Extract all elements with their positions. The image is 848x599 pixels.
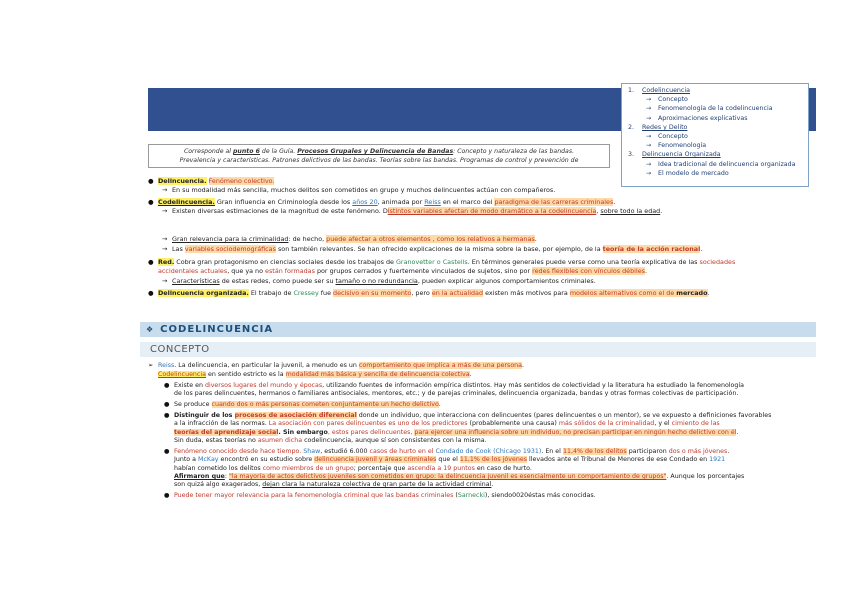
list-item: ● Se produce cuando dos o más personas cometen conjuntamente un hecho delictivo.	[164, 401, 441, 408]
subsection-header-concepto: CONCEPTO	[140, 342, 816, 357]
arrow-icon: →	[162, 186, 168, 194]
list-item: ● Distinguir de los procesos de asociación diferencial donde un individuo, que interacciona con delincuentes (pares delincuentes o un mentor), se ve expuesto a definiciones favorables	[164, 412, 772, 419]
arrow-icon: →	[646, 105, 652, 113]
list-item-continuation: de los pares delincuentes, hermanos o familiares antisociales, mentores, etc.; y de parejas criminales, delincuencia organizada, bandas y otras formas colectivas de participación.	[174, 390, 739, 397]
toc-subitem[interactable]: → El modelo de mercado	[646, 169, 729, 177]
toc-subitem[interactable]: → Concepto	[646, 96, 688, 104]
paragraph: ➢ Reiss. La delincuencia, en particular la juvenil, a menudo es un comportamiento que implica a más de una persona.	[148, 362, 525, 369]
toc-item[interactable]: 2. Redes y Delito	[628, 123, 688, 131]
toc-item[interactable]: 1. Codelincuencia	[628, 87, 690, 94]
list-subitem: → Las variables sociodemográficas son también relevantes. Se han ofrecido explicaciones de la misma sobre la base, por ejemplo, de la teoría de la acción racional.	[162, 245, 703, 253]
section-header-codelincuencia: ❖ CODELINCUENCIA	[140, 322, 816, 337]
toc-subitem[interactable]: → Concepto	[646, 133, 688, 141]
list-item: ● Fenómeno conocido desde hace tiempo. Shaw, estudió 6.000 casos de hurto en el Condado de Cook (Chicago 1931). En el 11,4% de los delitos participaron dos o más jóvenes.	[164, 448, 730, 455]
list-subitem: → Características de estas redes, como puede ser su tamaño o no redundancia, pueden explicar algunos comportamientos criminales.	[162, 277, 596, 285]
arrow-icon: →	[162, 245, 168, 253]
intro-line-1: Corresponde al punto 6 de la Guía. Procesos Grupales y Delincuencia de Bandas: Concepto y naturaleza de las bandas.	[183, 148, 575, 155]
list-item: ● Existe en diversos lugares del mundo y épocas, utilizando fuentes de información empírica distintos. Hay más sentidos de colectividad y la literatura ha estudiado la fenomenología	[164, 382, 745, 389]
arrow-icon: →	[646, 133, 652, 141]
bullet-icon: ●	[164, 492, 170, 499]
bullet-icon: ●	[148, 258, 154, 266]
list-item-continuation: habían cometido los delitos como miembros de un grupo; porcentaje que ascendía a 19 puntos en caso de hurto.	[174, 465, 532, 472]
list-item: ● Delincuencia organizada. El trabajo de Cressey fue decisivo en su momento, pero en la actualidad existen más motivos para modelos alternativos como el de mercado.	[148, 289, 710, 297]
list-item: ● Puede tener mayor relevancia para la fenomenología criminal que las bandas criminales (Sarnecki), siendo0020éstas más conocidas.	[164, 492, 596, 499]
arrow-icon: →	[646, 169, 652, 177]
bullet-icon: ●	[164, 401, 170, 408]
intro-box	[148, 144, 610, 168]
toc-subitem[interactable]: → Fenomenología	[646, 142, 707, 150]
arrow-icon: →	[162, 207, 168, 215]
chevron-right-icon: ➢	[148, 362, 154, 369]
bullet-icon: ●	[164, 382, 170, 389]
list-item-continuation: a la infracción de las normas. La asociación con pares delincuentes es uno de los predictores (probablemente una causa) más sólidos de la criminalidad, y el cimiento de las	[174, 420, 720, 427]
list-subitem: → En su modalidad más sencilla, muchos delitos son cometidos en grupo y muchos delincuentes actúan con compañeros.	[162, 186, 556, 194]
list-item-continuation: accidentales actuales, que ya no están formadas por grupos cerrados y fuertemente vinculados de sujetos, sino por redes flexibles con vínculos débiles.	[158, 267, 648, 275]
list-item-continuation: son quizá algo exagerados, dejan clara la naturaleza colectiva de gran parte de la actividad criminal.	[174, 481, 494, 488]
list-subitem: → Gran relevancia para la criminalidad: de hecho, puede afectar a otros elementos , como los relativos a hermanas.	[162, 235, 537, 243]
arrow-icon: →	[646, 114, 652, 122]
list-item: ● Red. Cobra gran protagonismo en ciencias sociales desde los trabajos de Granovetter o Castells. En términos generales puede verse como una teoría explicativa de las sociedades	[148, 258, 736, 266]
toc-subitem[interactable]: → Aproximaciones explicativas	[646, 114, 748, 122]
list-item: ● Codelincuencia. Gran influencia en Criminología desde los años 20, animada por Reiss en el marco del paradigma de las carreras criminales.	[148, 198, 616, 206]
table-of-contents	[621, 83, 809, 187]
bullet-icon: ●	[148, 198, 154, 206]
list-item: ● Delincuencia. Fenómeno colectivo.	[148, 177, 275, 185]
bullet-icon: ●	[164, 412, 170, 419]
arrow-icon: →	[162, 277, 168, 285]
list-item-continuation: Afirmaron que: "la mayoría de actos delictivos juveniles son cometidos en grupo: la delincuencia juvenil es esencialmente un comportamiento de grupos". Aunque los porcentajes	[174, 473, 745, 480]
bullet-icon: ●	[164, 448, 170, 455]
list-subitem: → Existen diversas estimaciones de la magnitud de este fenómeno. Distintos variables afectan de modo dramático a la codelincuencia, sobre todo la edad.	[162, 207, 663, 215]
list-item-continuation: teorías del aprendizaje social. Sin embargo, estos pares delincuentes, para ejercer una influencia sobre un individuo, no precisan participar en ningún hecho delictivo con él.	[174, 429, 739, 436]
toc-subitem[interactable]: → Fenomenología de la codelincuencia	[646, 105, 773, 113]
bullet-icon: ●	[148, 289, 154, 297]
arrow-icon: →	[646, 96, 652, 104]
arrow-icon: →	[646, 160, 652, 168]
toc-item[interactable]: 3. Delincuencia Organizada	[628, 151, 721, 159]
bullet-icon: ●	[148, 177, 154, 185]
intro-line-2: Prevalencia y características. Patrones delictivos de las bandas. Teorías sobre las bandas. Programas de control y prevención de	[179, 157, 579, 164]
arrow-icon: →	[162, 235, 168, 243]
toc-subitem[interactable]: → Idea tradicional de delincuencia organizada	[646, 160, 796, 168]
paragraph: Codelincuencia en sentido estricto es la modalidad más básica y sencilla de delincuencia colectiva.	[158, 371, 472, 378]
list-item-continuation: Sin duda, estas teorías no asumen dicha codelincuencia, aunque sí son consistentes con la misma.	[174, 437, 487, 444]
arrow-icon: →	[646, 142, 652, 150]
list-item-continuation: Junto a McKay encontró en su estudio sobre delincuencia juvenil y áreas criminales que el 11,1% de los jóvenes llevados ante el Tribunal de Menores de ese Condado en 1921	[174, 456, 726, 463]
diamond-bullet-icon: ❖	[146, 325, 155, 334]
